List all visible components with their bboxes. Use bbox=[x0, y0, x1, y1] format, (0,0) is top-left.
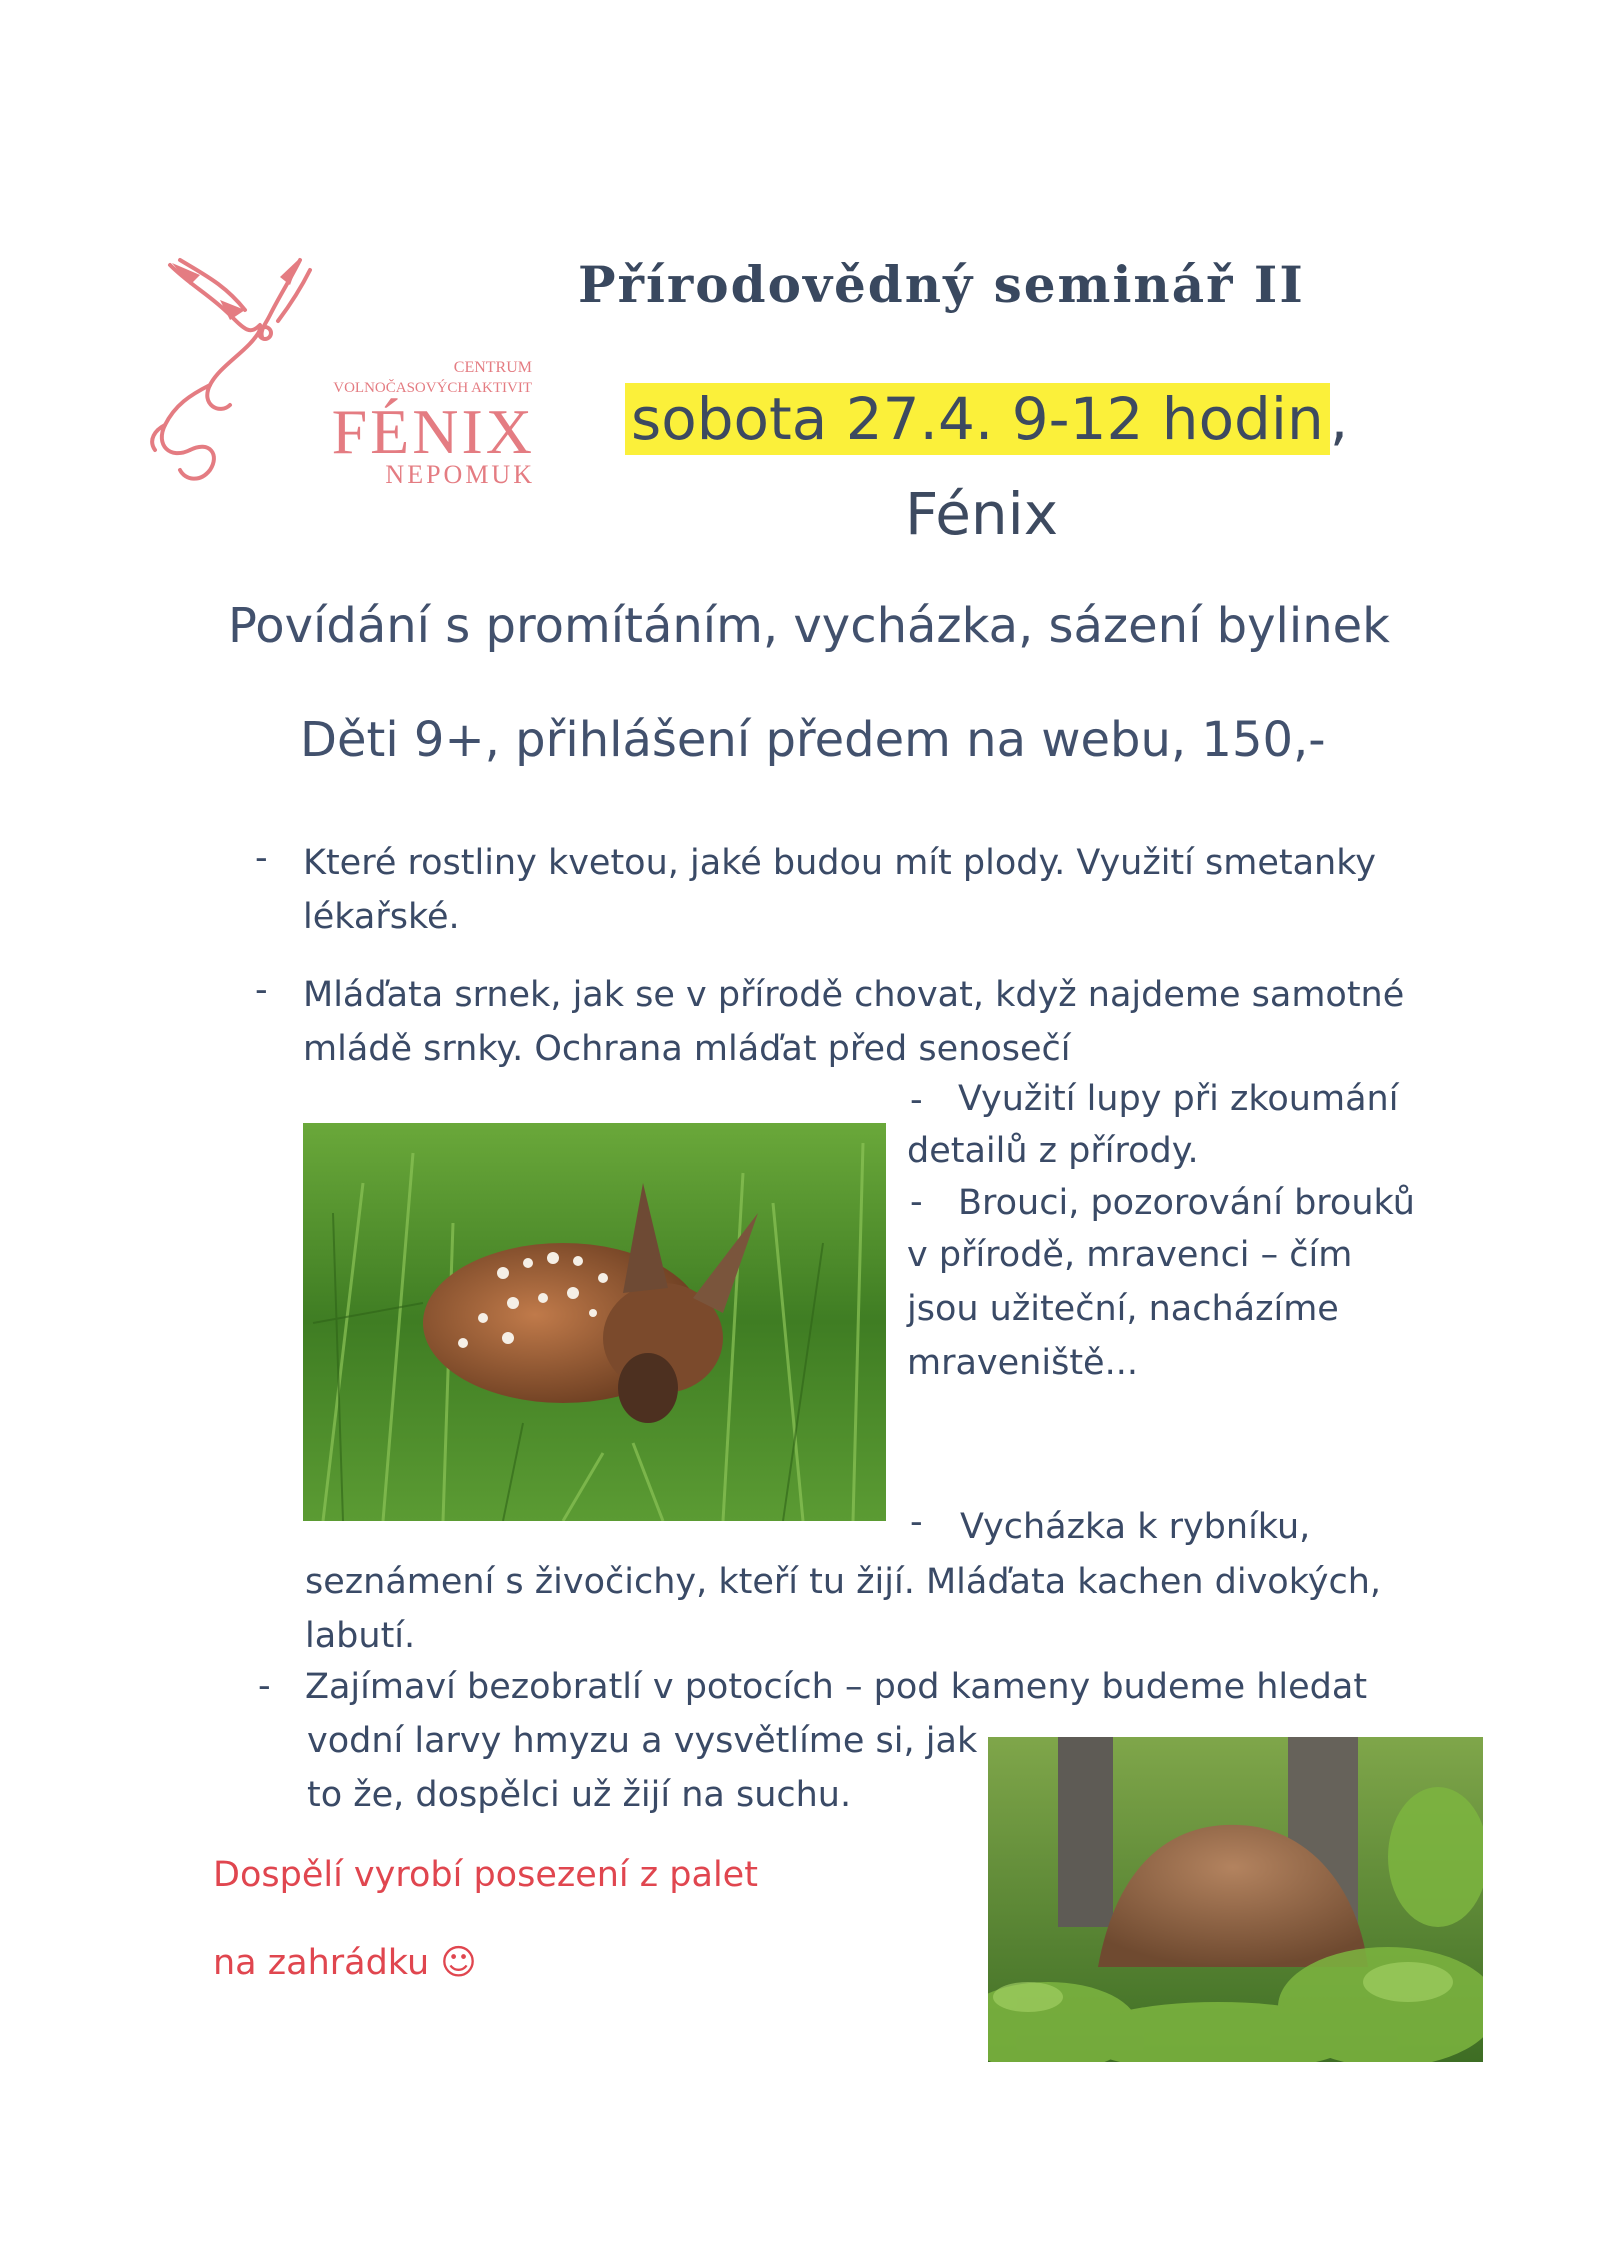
event-date-highlight: sobota 27.4. 9-12 hodin bbox=[625, 383, 1330, 455]
bullet-dash: - bbox=[910, 1080, 923, 1120]
logo-nepomuk: NEPOMUK bbox=[385, 460, 535, 489]
event-date-comma: , bbox=[1329, 385, 1349, 453]
bullet-pond-line: labutí. bbox=[305, 1616, 416, 1656]
logo-fenix: FÉNIX bbox=[331, 396, 535, 467]
bullet-invertebrates-line: vodní larvy hmyzu a vysvětlíme si, jak bbox=[307, 1721, 978, 1761]
bullet-fawns-line: mládě srnky. Ochrana mláďat před senosečí bbox=[303, 1029, 1071, 1069]
page-title: Přírodovědný seminář II bbox=[578, 255, 1305, 314]
bullet-beetles-line: jsou užiteční, nacházíme bbox=[907, 1289, 1339, 1329]
bullet-dash: - bbox=[258, 1666, 271, 1706]
bullet-magnifier-line1: Využití lupy při zkoumání bbox=[958, 1079, 1399, 1119]
adult-activity-line2: na zahrádku ☺ bbox=[213, 1943, 477, 1983]
bullet-pond bbox=[305, 1555, 1381, 1663]
anthill-photo bbox=[988, 1737, 1483, 2062]
bullet-invertebrates bbox=[307, 1714, 977, 1822]
bullet-beetles-line1: Brouci, pozorování brouků bbox=[958, 1183, 1415, 1223]
adult-activity-line1: Dospělí vyrobí posezení z palet bbox=[213, 1855, 758, 1895]
bullet-dash: - bbox=[255, 970, 268, 1010]
bullet-dash: - bbox=[255, 838, 268, 878]
bullet-beetles-line: v přírodě, mravenci – čím bbox=[907, 1235, 1353, 1275]
logo-volnocasovych: VOLNOČASOVÝCH AKTIVIT bbox=[333, 380, 532, 396]
bullet-beetles-line: mraveniště... bbox=[907, 1343, 1138, 1383]
bullet-pond-line1: Vycházka k rybníku, bbox=[960, 1507, 1311, 1547]
bullet-fawns-line: Mláďata srnek, jak se v přírodě chovat, když najdeme samotné bbox=[303, 975, 1405, 1015]
bullet-plants bbox=[303, 836, 1376, 944]
bullet-beetles bbox=[907, 1228, 1352, 1390]
fenix-logo bbox=[150, 255, 550, 505]
bullet-invertebrates-line1: Zajímaví bezobratlí v potocích – pod kameny budeme hledat bbox=[305, 1667, 1368, 1707]
bullet-invertebrates-line: to že, dospělci už žijí na suchu. bbox=[307, 1775, 852, 1815]
registration-info: Děti 9+, přihlášení předem na webu, 150,- bbox=[300, 712, 1326, 768]
logo-centrum: CENTRUM bbox=[453, 359, 532, 376]
bullet-dash: - bbox=[910, 1502, 923, 1542]
fawn-photo bbox=[303, 1123, 886, 1521]
bullet-plants-line: Které rostliny kvetou, jaké budou mít plody. Využití smetanky bbox=[303, 843, 1376, 883]
event-venue: Fénix bbox=[905, 480, 1059, 548]
bullet-magnifier-line2: detailů z přírody. bbox=[907, 1131, 1199, 1171]
bullet-fawns bbox=[303, 968, 1404, 1076]
bullet-plants-line: lékařské. bbox=[303, 897, 460, 937]
activities-summary: Povídání s promítáním, vycházka, sázení bylinek bbox=[228, 598, 1390, 654]
event-date bbox=[625, 385, 1348, 453]
bullet-pond-line: seznámení s živočichy, kteří tu žijí. Mláďata kachen divokých, bbox=[305, 1562, 1382, 1602]
bullet-dash: - bbox=[910, 1182, 923, 1222]
